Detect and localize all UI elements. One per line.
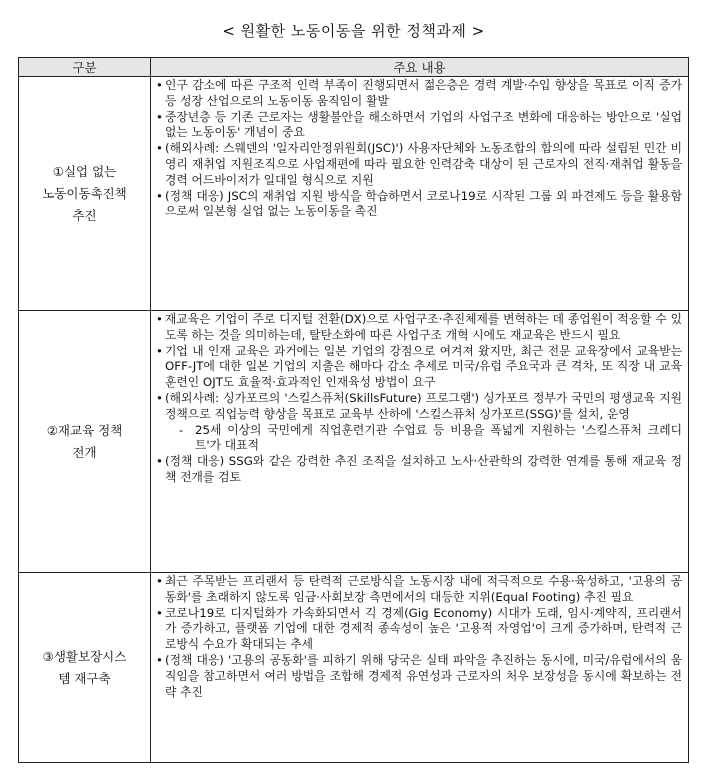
content-cell (151, 77, 689, 311)
bullet-item: • (해외사례: 스웨덴의 '일자리안정위원회(JSC)') 사용자단체와 노동조합의 합의에 따라 설립된 민간 비영리 재취업 지원조직으로 사업재편에 따라 필요한 인력감축 대상이 된 근로자의 전직·재취업 활동을 경력 어드바이저가 일대일 형식으로 지원 (155, 141, 682, 188)
bullet-item: • 코로나19로 디지털화가 가속화되면서 긱 경제(Gig Economy) 시대가 도래, 임시·계약직, 프리랜서가 증가하고, 플랫폼 기업에 대한 경제적 종속성이 높은 '고용적 자영업'이 크게 증가하며, 탄력적 근로방식 수요가 확대되는 추세 (155, 606, 682, 653)
table-row (19, 311, 689, 573)
category-line: 추진 (72, 207, 97, 223)
header-content: 주요 내용 (151, 58, 689, 77)
policy-table (18, 57, 689, 763)
category-line: 노동이동촉진책 (42, 185, 127, 201)
bullet-item: • 중장년층 등 기존 근로자는 생활불안을 해소하면서 기업의 사업구조 변화에 대응하는 방안으로 '실업 없는 노동이동' 개념이 중요 (155, 110, 682, 142)
bullet-item (155, 391, 682, 454)
table-row (19, 573, 689, 763)
bullet-item: • (정책 대응) '고용의 공동화'를 피하기 위해 당국은 실태 파악을 추진하는 동시에, 미국/유럽에서의 움직임을 참고하면서 여러 방법을 조합해 경제적 유연성과 근로자의 처우 보장성을 동시에 확보하는 전략 추진 (155, 653, 682, 700)
sub-bullet-item: - 25세 이상의 국민에게 직업훈련기관 수업료 등 비용을 폭넓게 지원하는 '스킬스퓨처 크레디트'가 대표적 (179, 423, 682, 455)
category-line: ②재교육 정책 (46, 422, 123, 438)
bullet-text: (해외사례: 싱가포르의 '스킬스퓨처(SkillsFuture) 프로그램') 싱가포르 정부가 국민의 평생교육 지원 정책으로 직업능력 향상을 목표로 교육부 산하에 '스킬스퓨처 싱가포르(SSG)'를 설치, 운영 (165, 390, 682, 421)
bullet-item: • 최근 주목받는 프리랜서 등 탄력적 근로방식을 노동시장 내에 적극적으로 수용·육성하고, '고용의 공동화'를 초래하지 않도록 임금·사회보장 측면에서의 대등한 지위(Equal Footing) 추진 필요 (155, 574, 682, 606)
category-line: 전개 (72, 444, 97, 460)
category-line: 템 재구축 (58, 670, 111, 686)
category-line: ③생활보장시스 (42, 648, 127, 664)
bullet-item: • (정책 대응) JSC의 재취업 지원 방식을 학습하면서 코로나19로 시작된 그룹 외 파견제도 등을 활용함으로써 일본형 실업 없는 노동이동을 촉진 (155, 189, 682, 221)
bullet-item: • 기업 내 인재 교육은 과거에는 일본 기업의 강점으로 여겨져 왔지만, 최근 전문 교육장에서 교육받는 OFF-JT에 대한 일본 기업의 지출은 해마다 감소 추세로 미국/유럽 주요국과 큰 격차, 또 직장 내 교육훈련인 OJT도 효율적·효과적인 인재육성 방법이 요구 (155, 344, 682, 391)
table-row (19, 77, 689, 311)
category-cell (19, 77, 151, 311)
header-category: 구분 (19, 58, 151, 77)
content-cell (151, 311, 689, 573)
bullet-item: • 재교육은 기업이 주로 디지털 전환(DX)으로 사업구조·추진체제를 변혁하는 데 종업원이 적응할 수 있도록 하는 것을 의미하는데, 탈탄소화에 따른 사업구조 개혁 시에도 재교육은 반드시 필요 (155, 312, 682, 344)
page-title: < 원활한 노동이동을 위한 정책과제 > (222, 22, 485, 40)
bullet-item: • 인구 감소에 따른 구조적 인력 부족이 진행되면서 젊은층은 경력 계발·수입 향상을 목표로 이직 증가 등 성장 산업으로의 노동이동 움직임이 활발 (155, 78, 682, 110)
content-cell (151, 573, 689, 763)
category-cell (19, 573, 151, 763)
bullet-item: • (정책 대응) SSG와 같은 강력한 추진 조직을 설치하고 노사·산관학의 강력한 연계를 통해 재교육 정책 전개를 검토 (155, 454, 682, 486)
category-cell (19, 311, 151, 573)
category-line: ①실업 없는 (52, 163, 117, 179)
table-header-row (19, 58, 689, 77)
